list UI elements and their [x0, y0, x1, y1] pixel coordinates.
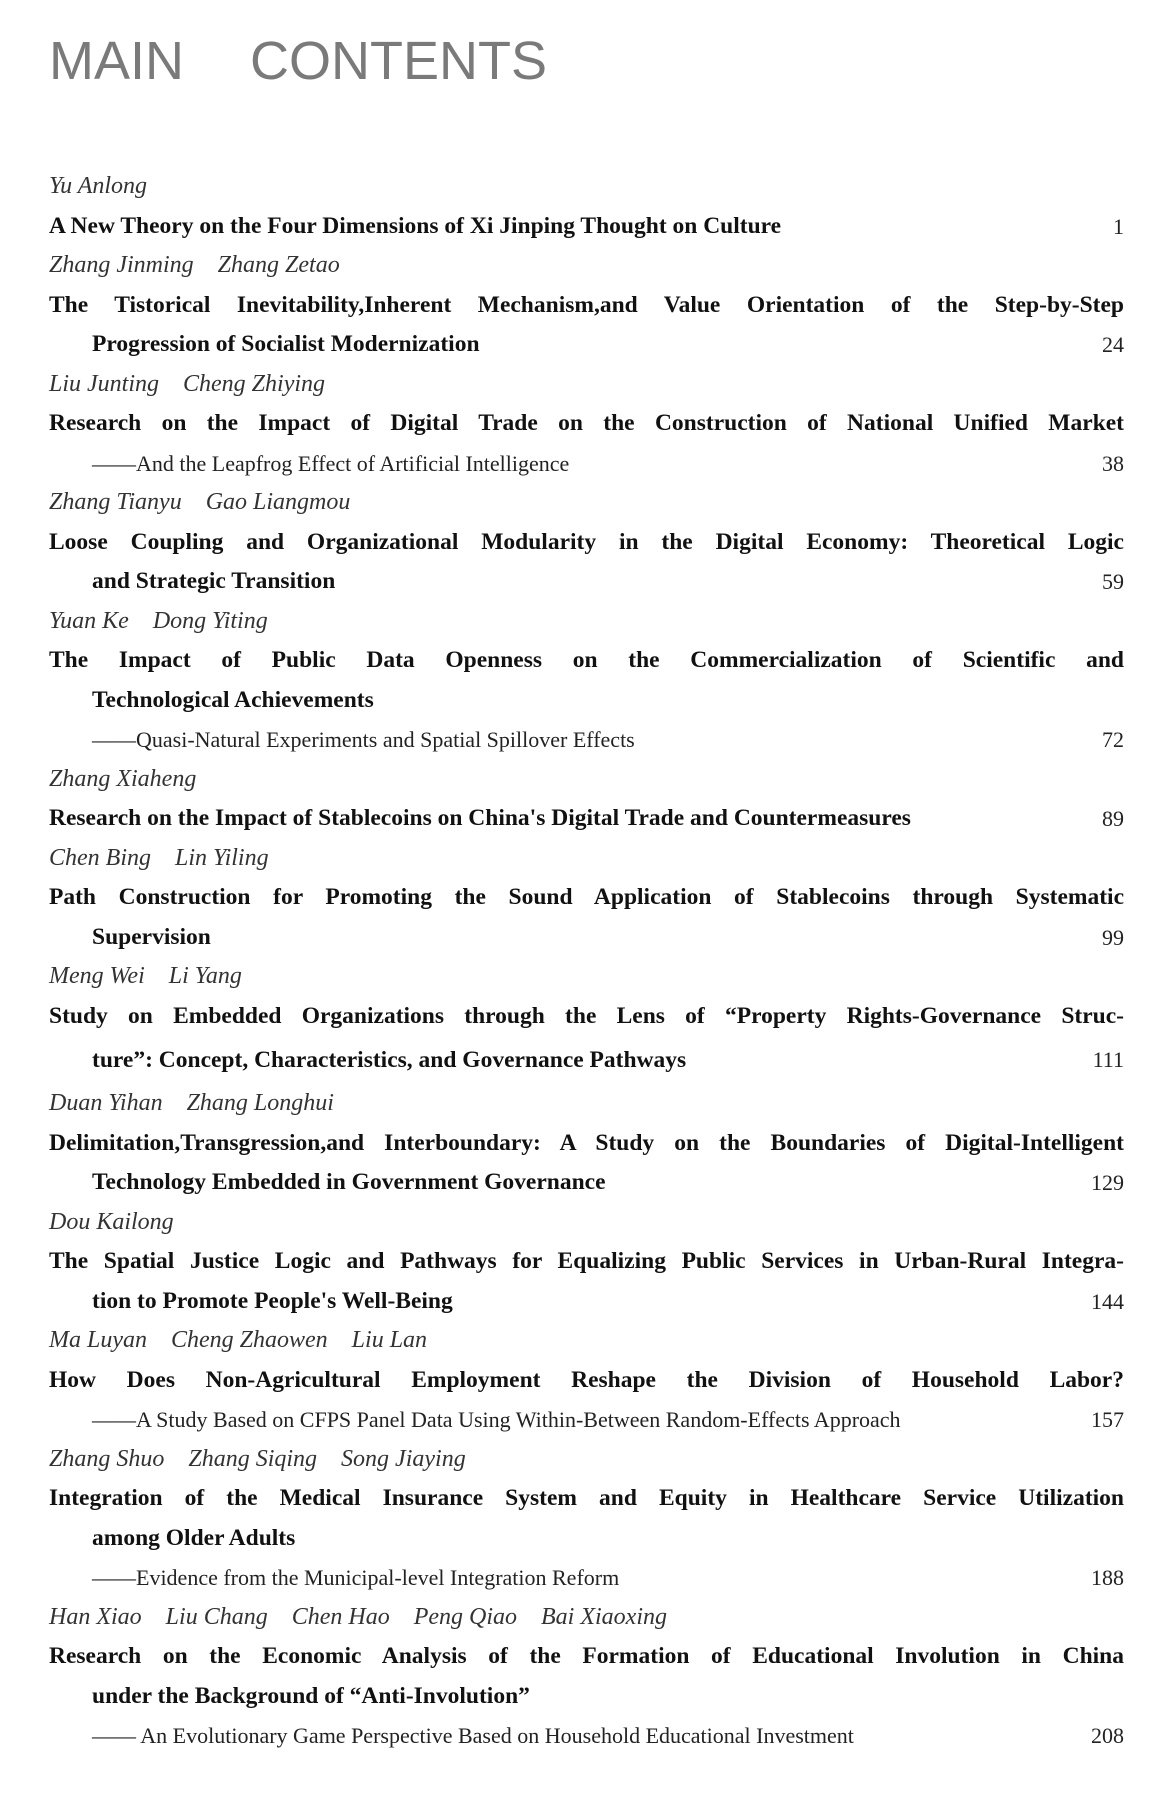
author-name: Zhang Zetao	[217, 252, 340, 278]
toc-entry	[49, 602, 1124, 760]
entry-title-line[interactable]	[49, 523, 1124, 563]
entry-title[interactable]: Technology Embedded in Government Governance	[92, 1169, 606, 1195]
entry-title[interactable]: Technological Achievements	[92, 686, 374, 713]
entry-subtitle[interactable]: ——Quasi-Natural Experiments and Spatial Spillover Effects	[92, 727, 635, 752]
entry-title-line[interactable]	[49, 1677, 1124, 1717]
page-number: 157	[1091, 1407, 1124, 1432]
entry-title[interactable]: ture”: Concept, Characteristics, and Governance Pathways	[92, 1047, 687, 1073]
table-of-contents	[49, 167, 1124, 1756]
entry-subtitle-line[interactable]	[49, 1558, 1124, 1598]
toc-entry	[49, 167, 1124, 246]
entry-title-line[interactable]	[49, 681, 1124, 721]
author-name: Cheng Zhiying	[183, 370, 326, 397]
author-line	[49, 760, 1124, 800]
entry-title-line[interactable]	[49, 641, 1124, 681]
entry-title-line[interactable]	[49, 1637, 1124, 1677]
author-name: Cheng Zhaowen	[171, 1327, 328, 1353]
entry-title-line[interactable]	[49, 1163, 1124, 1203]
page-number: 59	[1102, 569, 1124, 594]
entry-title-line[interactable]	[49, 404, 1124, 444]
toc-entry	[49, 1321, 1124, 1440]
entry-subtitle[interactable]: —— An Evolutionary Game Perspective Based on Household Educational Investment	[92, 1723, 854, 1748]
entry-subtitle-line[interactable]	[49, 1400, 1124, 1440]
author-name: Yu Anlong	[49, 173, 148, 199]
author-name: Zhang Siqing	[188, 1445, 318, 1472]
entry-title[interactable]: Progression of Socialist Modernization	[92, 331, 480, 357]
entry-title-line[interactable]	[49, 286, 1124, 326]
entry-title[interactable]: Study on Embedded Organizations through the Lens of “Property Rights-Governance Struc-	[49, 1002, 1124, 1029]
author-name: Han Xiao	[49, 1603, 142, 1630]
entry-title[interactable]: A New Theory on the Four Dimensions of Xi Jinping Thought on Culture	[49, 212, 782, 239]
entry-title-line[interactable]	[49, 997, 1124, 1037]
author-name: Lin Yiling	[175, 844, 269, 871]
entry-title-line[interactable]	[49, 1361, 1124, 1401]
page-number: 1	[1113, 213, 1124, 239]
author-line	[49, 1203, 1124, 1243]
entry-title[interactable]: How Does Non-Agricultural Employment Reshape the Division of Household Labor?	[49, 1366, 1124, 1393]
entry-title[interactable]: Research on the Impact of Digital Trade on the Construction of National Unified Market	[49, 410, 1124, 436]
author-name: Chen Bing	[49, 844, 151, 871]
entry-title[interactable]: The Tistorical Inevitability,Inherent Mechanism,and Value Orientation of the Step-by-Step	[49, 291, 1124, 318]
author-name: Liu Chang	[165, 1603, 268, 1630]
entry-title-line[interactable]	[49, 1124, 1124, 1164]
author-name: Zhang Jinming	[49, 252, 194, 278]
entry-title-line[interactable]	[49, 1479, 1124, 1519]
author-name: Yuan Ke	[49, 607, 129, 634]
entry-title[interactable]: and Strategic Transition	[92, 568, 336, 594]
author-line	[49, 1598, 1124, 1638]
author-name: Gao Liangmou	[205, 489, 351, 515]
author-line	[49, 602, 1124, 642]
entry-title[interactable]: Research on the Impact of Stablecoins on China's Digital Trade and Countermeasures	[49, 805, 911, 831]
author-name: Zhang Shuo	[49, 1445, 165, 1472]
entry-title[interactable]: under the Background of “Anti-Involution”	[92, 1682, 530, 1709]
page-number: 72	[1102, 727, 1124, 752]
author-name: Zhang Longhui	[186, 1090, 334, 1116]
entry-title-line[interactable]	[49, 918, 1124, 958]
author-name: Bai Xiaoxing	[541, 1603, 667, 1630]
author-name: Liu Junting	[49, 370, 160, 397]
entry-title[interactable]: Research on the Economic Analysis of the Formation of Educational Involution in China	[49, 1643, 1124, 1669]
author-line	[49, 365, 1124, 405]
toc-entry	[49, 1598, 1124, 1756]
entry-title-line[interactable]	[49, 207, 1124, 247]
entry-title[interactable]: among Older Adults	[92, 1524, 296, 1551]
author-line	[49, 1321, 1124, 1361]
entry-title-line[interactable]	[49, 562, 1124, 602]
entry-subtitle-line[interactable]	[49, 444, 1124, 484]
entry-title[interactable]: tion to Promote People's Well-Being	[92, 1287, 453, 1314]
toc-entry	[49, 839, 1124, 958]
entry-subtitle-line[interactable]	[49, 1716, 1124, 1756]
toc-entry	[49, 957, 1124, 1084]
entry-title[interactable]: The Impact of Public Data Openness on the Commercialization of Scientific and	[49, 647, 1124, 673]
entry-title[interactable]: Integration of the Medical Insurance System and Equity in Healthcare Service Utilization	[49, 1485, 1124, 1511]
entry-title-line[interactable]	[49, 1036, 1124, 1084]
author-name: Zhang Xiaheng	[49, 765, 197, 792]
author-name: Duan Yihan	[49, 1090, 163, 1116]
author-line	[49, 483, 1124, 523]
toc-entry	[49, 483, 1124, 602]
author-name: Dong Yiting	[152, 607, 268, 634]
toc-entry	[49, 365, 1124, 484]
page-number: 89	[1102, 806, 1124, 831]
entry-title-line[interactable]	[49, 1519, 1124, 1559]
entry-title-line[interactable]	[49, 1282, 1124, 1322]
page-number: 111	[1092, 1047, 1124, 1072]
author-name: Chen Hao	[291, 1603, 390, 1630]
author-line	[49, 246, 1124, 286]
author-name: Peng Qiao	[413, 1603, 518, 1630]
entry-subtitle-line[interactable]	[49, 720, 1124, 760]
author-name: Li Yang	[168, 963, 242, 989]
entry-title-line[interactable]	[49, 799, 1124, 839]
page-title: MAIN CONTENTS	[49, 31, 548, 91]
page-number: 38	[1102, 450, 1124, 476]
toc-entry	[49, 1440, 1124, 1598]
page-number: 208	[1091, 1723, 1124, 1748]
author-name: Song Jiaying	[341, 1445, 466, 1472]
author-name: Zhang Tianyu	[49, 489, 182, 515]
author-name: Ma Luyan	[49, 1327, 147, 1353]
author-line	[49, 1440, 1124, 1480]
entry-title[interactable]: Loose Coupling and Organizational Modularity in the Digital Economy: Theoretical Logic	[49, 528, 1124, 555]
toc-entry	[49, 246, 1124, 365]
entry-subtitle[interactable]: ——Evidence from the Municipal-level Integration Reform	[92, 1565, 620, 1590]
page-number: 188	[1091, 1565, 1124, 1590]
toc-entry	[49, 760, 1124, 839]
entry-title-line[interactable]	[49, 878, 1124, 918]
author-name: Meng Wei	[49, 963, 145, 989]
entry-title-line[interactable]	[49, 1242, 1124, 1282]
entry-title[interactable]: Path Construction for Promoting the Sound Application of Stablecoins through Systematic	[49, 884, 1124, 910]
entry-subtitle[interactable]: ——And the Leapfrog Effect of Artificial Intelligence	[92, 450, 570, 476]
entry-title[interactable]: Delimitation,Transgression,and Interboundary: A Study on the Boundaries of Digital-Intelligent	[49, 1129, 1124, 1156]
page-number: 24	[1102, 332, 1124, 357]
page-number: 144	[1091, 1288, 1124, 1314]
author-name: Liu Lan	[351, 1327, 428, 1353]
toc-entry	[49, 1203, 1124, 1322]
toc-entry	[49, 1084, 1124, 1203]
entry-title-line[interactable]	[49, 325, 1124, 365]
page-number: 99	[1102, 924, 1124, 950]
author-name: Dou Kailong	[49, 1208, 174, 1235]
entry-subtitle[interactable]: ——A Study Based on CFPS Panel Data Using Within-Between Random-Effects Approach	[92, 1407, 901, 1432]
entry-title[interactable]: The Spatial Justice Logic and Pathways for Equalizing Public Services in Urban-Rural Integra-	[49, 1248, 1124, 1274]
author-line	[49, 957, 1124, 997]
author-line	[49, 1084, 1124, 1124]
author-line	[49, 839, 1124, 879]
page-number: 129	[1091, 1170, 1124, 1195]
entry-title[interactable]: Supervision	[92, 923, 211, 950]
author-line	[49, 167, 1124, 207]
